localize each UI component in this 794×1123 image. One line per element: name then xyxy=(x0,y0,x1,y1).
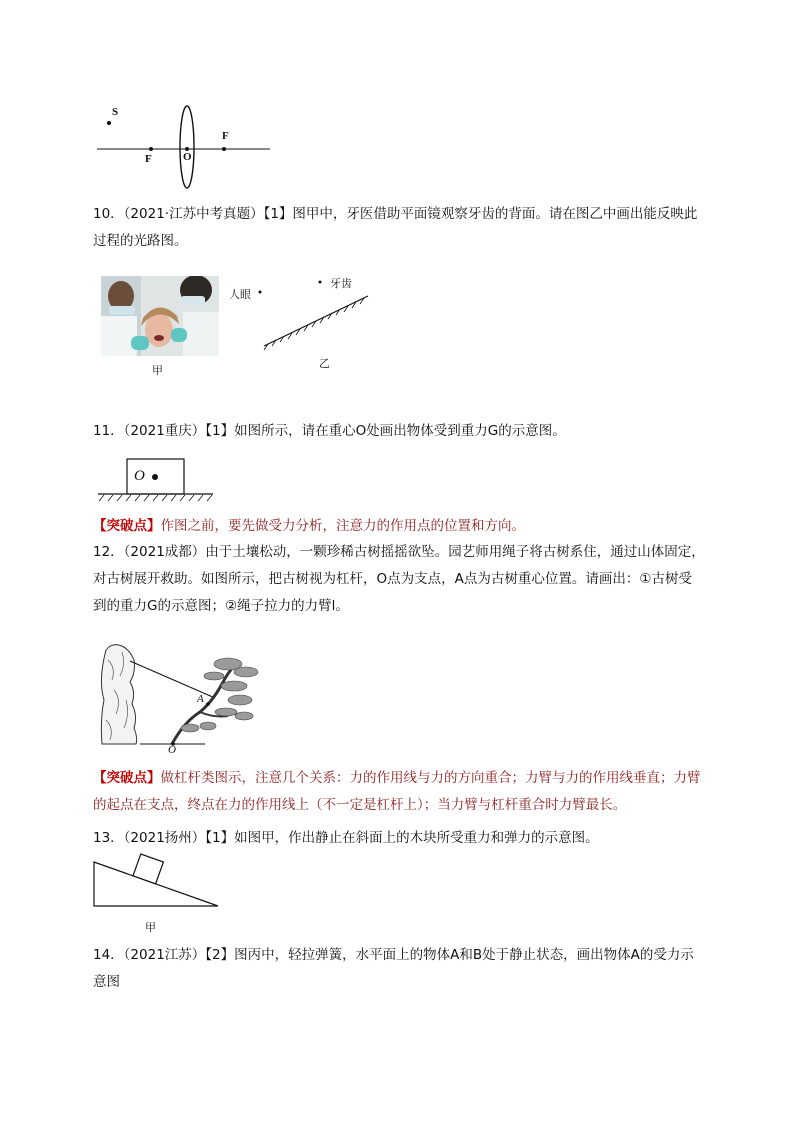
wood-block xyxy=(133,854,163,884)
label-focus-left: F xyxy=(145,153,152,165)
question-13: 13．（2021扬州）【1】如图甲，作出静止在斜面上的木块所受重力和弹力的示意图。 xyxy=(93,830,599,846)
question-11: 11．（2021重庆）【1】如图所示，请在重心O处画出物体受到重力G的示意图。 xyxy=(93,423,566,439)
label-center: O xyxy=(183,151,192,163)
tip-1-tag: 【突破点】 xyxy=(93,518,161,534)
label-s: S xyxy=(112,106,119,118)
label-o: O xyxy=(168,744,176,756)
question-12: 12．（2021成都）由于土壤松动，一颗珍稀古树摇摇欲坠。园艺师用绳子将古树系住，通过山体固定，对古树展开救助。如图所示，把古树视为杠杆，O点为支点，A点为古树重心位置。请画出：①古树受到的重力G的示意图；②绳子拉力的力臂l。 xyxy=(93,544,705,614)
tip-1-text: 作图之前，要先做受力分析，注意力的作用点的位置和方向。 xyxy=(160,518,525,534)
question-10: 10．（2021·江苏中考真题）【1】图甲中，牙医借助平面镜观察牙齿的背面。请在图乙中画出能反映此过程的光路图。 xyxy=(93,206,698,249)
q10-caption-left: 甲 xyxy=(152,364,163,377)
tooth-label: 牙齿 xyxy=(330,277,352,290)
label-focus-right: F xyxy=(222,130,229,142)
tip-2-tag: 【突破点】 xyxy=(93,770,161,786)
question-14: 14．（2021江苏）【2】图丙中，轻拉弹簧，水平面上的物体A和B处于静止状态，画出物体A的受力示意图 xyxy=(93,947,694,990)
label-a: A xyxy=(197,693,204,705)
tip-2-text: 做杠杆类图示，注意几个关系：力的作用线与力的方向重合；力臂与力的作用线垂直；力臂的起点在支点，终点在力的作用线上（不一定是杠杆上）；当力臂与杠杆重合时力臂最长。 xyxy=(93,770,701,813)
q13-caption: 甲 xyxy=(145,921,156,934)
eye-label: 人眼 xyxy=(229,288,251,301)
q10-caption-right: 乙 xyxy=(319,357,330,370)
center-label: O xyxy=(134,468,145,484)
